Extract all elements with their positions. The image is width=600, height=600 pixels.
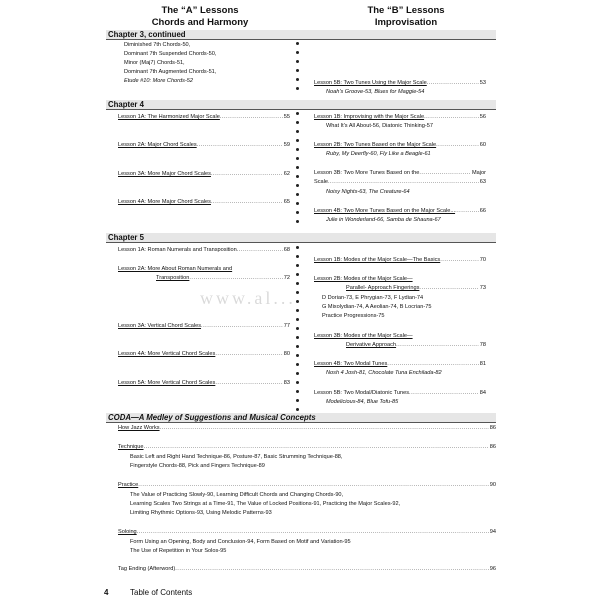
divider-dot: [296, 60, 299, 63]
lesson-label: Lesson 2B: Two Tunes Based on the Major Scale: [314, 142, 437, 148]
ch5-lesson-1a[interactable]: [118, 247, 290, 254]
lesson-label: Lesson 1A: Roman Numerals and Transposition: [118, 247, 237, 253]
section-label: Soloing: [118, 529, 137, 535]
lesson-label-end: Major: [472, 170, 486, 176]
lesson-label: Lesson 1B: Improvising with the Major Scale: [314, 114, 425, 120]
divider-dot: [296, 264, 299, 267]
footer-page-number: 4: [104, 588, 109, 597]
section-label: Technique: [118, 444, 144, 450]
ch3-item: Dominant 7th Suspended Chords-50,: [124, 51, 217, 57]
ch4-lesson-2b-tunes: Ruby, My Deerfly-60, Fly Like a Beagle-61: [326, 151, 431, 157]
ch4-lesson-4a[interactable]: [118, 199, 290, 206]
ch5-lesson-2b-modes: G Mixolydian-74, A Aeolian-74, B Locrian-75: [322, 304, 432, 310]
coda-tag-ending[interactable]: [118, 566, 496, 573]
ch5-lesson-3b-line2[interactable]: [346, 342, 486, 349]
divider-dot: [296, 211, 299, 214]
page-number: 80: [283, 351, 290, 357]
divider-dot: [296, 175, 299, 178]
divider-dot: [296, 381, 299, 384]
ch4-lesson-2a[interactable]: [118, 142, 290, 149]
ch3-etude: Etude #10: More Chords-52: [124, 78, 194, 84]
divider-dot: [296, 354, 299, 357]
divider-dot: [296, 112, 299, 115]
ch3-item: Diminished 7th Chords-50,: [124, 42, 191, 48]
ch4-lesson-4b[interactable]: [314, 208, 486, 215]
divider-dot: [296, 166, 299, 169]
page-number: 86: [489, 444, 496, 450]
chapter-5-heading: Chapter 5: [106, 233, 496, 243]
divider-dot: [296, 282, 299, 285]
divider-dot: [296, 372, 299, 375]
a-lessons-title: The “A” Lessons: [161, 5, 239, 16]
page-number: 81: [479, 361, 486, 367]
chapter-4-heading: Chapter 4: [106, 100, 496, 110]
ch5-lesson-5a[interactable]: [118, 380, 290, 387]
lesson-label: Lesson 5A: More Vertical Chord Scales: [118, 380, 216, 386]
coda-technique-topics: Basic Left and Right Hand Technique-86, Posture-87, Basic Strumming Technique-88,: [130, 454, 343, 460]
lesson-label: Lesson 4B: Two Modal Tunes: [314, 361, 388, 367]
lesson-label: Lesson 2A: Major Chord Scales: [118, 142, 197, 148]
divider-dot: [296, 184, 299, 187]
divider-dot: [296, 121, 299, 124]
divider-dot: [296, 345, 299, 348]
page-number: 63: [479, 179, 486, 185]
page-number: 77: [283, 323, 290, 329]
coda-soloing-topics: Form Using an Opening, Body and Conclusion-94, Form Based on Motif and Variation-95: [130, 539, 351, 545]
divider-dot: [296, 327, 299, 330]
divider-dot: [296, 318, 299, 321]
lesson-label: Lesson 4A: More Vertical Chord Scales: [118, 351, 216, 357]
page-number: 53: [479, 80, 486, 86]
lesson-label: Lesson 4B: Two More Tunes Based on the Major Scale...: [314, 208, 456, 214]
divider-dot: [296, 336, 299, 339]
page-number: 60: [479, 142, 486, 148]
page-number: 86: [489, 425, 496, 431]
b-lessons-header: [296, 5, 516, 29]
ch3-item: Dominant 7th Augmented Chords-51,: [124, 69, 217, 75]
ch5-lesson-5b[interactable]: [314, 390, 486, 397]
ch5-lesson-2b-line2[interactable]: [346, 285, 486, 292]
coda-soloing-topics: The Use of Repetition in Your Solos-95: [130, 548, 227, 554]
divider-dot: [296, 202, 299, 205]
a-lessons-header: [90, 5, 310, 29]
divider-dot: [296, 220, 299, 223]
lesson-label: Lesson 3B: Two More Tunes Based on the: [314, 170, 420, 176]
divider-dot: [296, 255, 299, 258]
page-number: 65: [283, 199, 290, 205]
divider-dot: [296, 273, 299, 276]
ch4-lesson-3b-tunes: Noisy Nights-63, The Creature-64: [326, 189, 410, 195]
coda-technique-topics: Fingerstyle Chords-88, Pick and Fingers Technique-89: [130, 463, 265, 469]
footer-title: Table of Contents: [130, 588, 193, 597]
page-number: 68: [283, 247, 290, 253]
ch5-lesson-1b[interactable]: [314, 257, 486, 264]
page-number: 59: [283, 142, 290, 148]
coda-practice-topics: The Value of Practicing Slowly-90, Learning Difficult Chords and Changing Chords-90,: [130, 492, 344, 498]
b-lessons-title: The “B” Lessons: [367, 5, 445, 16]
coda-practice-topics: Learning Scales Two Strings at a Time-91, The Value of Locked Positions-91, Practicing the Major Scales-92,: [130, 501, 401, 507]
ch5-lesson-2a-line2[interactable]: [156, 275, 290, 282]
divider-dot: [296, 69, 299, 72]
ch5-lesson-5b-tunes: Modelicious-84, Blue Tofu-85: [326, 399, 399, 405]
lesson-label: Parallel- Approach Fingerings: [346, 285, 420, 291]
b-lessons-subtitle: Improvisation: [374, 17, 438, 28]
ch5-lesson-3a[interactable]: [118, 323, 290, 330]
coda-practice[interactable]: [118, 482, 496, 489]
page-number: 78: [479, 342, 486, 348]
ch5-lesson-2a[interactable]: Lesson 2A: More About Roman Numerals and: [118, 266, 233, 272]
lesson-label: Lesson 5B: Two Tunes Using the Major Scale: [314, 80, 427, 86]
ch3-lesson-5b-tunes: Noah's Groove-53, Blues for Maggie-54: [326, 89, 425, 95]
lesson-label: Transposition: [156, 275, 190, 281]
divider-dot: [296, 130, 299, 133]
lesson-label: Lesson 4A: More Major Chord Scales: [118, 199, 211, 205]
ch5-lesson-4b[interactable]: [314, 361, 486, 368]
lesson-label: Lesson 1B: Modes of the Major Scale—The Basics: [314, 257, 441, 263]
divider-dot: [296, 78, 299, 81]
divider-dot: [296, 87, 299, 90]
chapter-3-heading: Chapter 3, continued: [106, 30, 496, 40]
ch4-lesson-3b[interactable]: [314, 170, 486, 177]
coda-technique[interactable]: [118, 444, 496, 451]
ch3-item: Minor (Maj7) Chords-51,: [124, 60, 185, 66]
page-number: 73: [479, 285, 486, 291]
divider-dot: [296, 408, 299, 411]
ch4-lesson-3b-line2[interactable]: [314, 179, 486, 186]
lesson-label: Lesson 5B: Two Modal/Diatonic Tunes: [314, 390, 410, 396]
ch5-lesson-2b-progressions: Practice Progressions-75: [322, 313, 385, 319]
page-number: 94: [489, 529, 496, 535]
section-label: Tag Ending (Afterword): [118, 566, 176, 572]
ch3-lesson-5b[interactable]: [314, 80, 486, 87]
divider-dot: [296, 291, 299, 294]
page-number: 72: [283, 275, 290, 281]
divider-dot: [296, 309, 299, 312]
page-number: 66: [479, 208, 486, 214]
lesson-label: Lesson 3A: Vertical Chord Scales: [118, 323, 202, 329]
lesson-label: Lesson 1A: The Harmonized Major Scale: [118, 114, 220, 120]
section-label: Practice: [118, 482, 139, 488]
divider-dot: [296, 42, 299, 45]
divider-dot: [296, 300, 299, 303]
divider-dot: [296, 399, 299, 402]
divider-dot: [296, 193, 299, 196]
ch5-lesson-2b[interactable]: Lesson 2B: Modes of the Major Scale—: [314, 276, 413, 282]
divider-dot: [296, 148, 299, 151]
lesson-label: Lesson 3A: More Major Chord Scales: [118, 171, 211, 177]
ch4-lesson-3a[interactable]: [118, 171, 290, 178]
page-number: 84: [479, 390, 486, 396]
ch5-lesson-3b[interactable]: Lesson 3B: Modes of the Major Scale—: [314, 333, 413, 339]
page-number: 96: [489, 566, 496, 572]
page-number: 62: [283, 171, 290, 177]
lesson-label: Scale: [314, 179, 328, 185]
coda-practice-topics: Limiting Rhythmic Options-93, Using Melodic Patterns-93: [130, 510, 272, 516]
page-number: 70: [479, 257, 486, 263]
section-label: How Jazz Works: [118, 425, 160, 431]
watermark: www.al...: [200, 288, 296, 308]
divider-dot: [296, 246, 299, 249]
ch5-lesson-2b-modes: D Dorian-73, E Phrygian-73, F Lydian-74: [322, 295, 424, 301]
ch4-lesson-2b[interactable]: [314, 142, 486, 149]
divider-dot: [296, 139, 299, 142]
ch4-lesson-1b-topics: What It's All About-56, Diatonic Thinking-57: [326, 123, 433, 129]
page-number: 55: [283, 114, 290, 120]
divider-dot: [296, 390, 299, 393]
coda-how-jazz-works[interactable]: [118, 425, 496, 432]
divider-dot: [296, 51, 299, 54]
page-number: 56: [479, 114, 486, 120]
ch4-lesson-1b[interactable]: [314, 114, 486, 121]
ch4-lesson-1a[interactable]: [118, 114, 290, 121]
page-number: 90: [489, 482, 496, 488]
page-number: 83: [283, 380, 290, 386]
divider-dot: [296, 157, 299, 160]
lesson-label: Derivative Approach: [346, 342, 397, 348]
divider-dot: [296, 363, 299, 366]
a-lessons-subtitle: Chords and Harmony: [151, 17, 249, 28]
ch5-lesson-4b-tunes: Nosh 4 Josh-81, Chocolate Tuna Enchilada-82: [326, 370, 442, 376]
ch4-lesson-4b-tunes: Julie in Wonderland-66, Samba de Shauna-67: [326, 217, 441, 223]
coda-heading: CODA—A Medley of Suggestions and Musical Concepts: [106, 413, 496, 423]
coda-soloing[interactable]: [118, 529, 496, 536]
ch5-lesson-4a[interactable]: [118, 351, 290, 358]
